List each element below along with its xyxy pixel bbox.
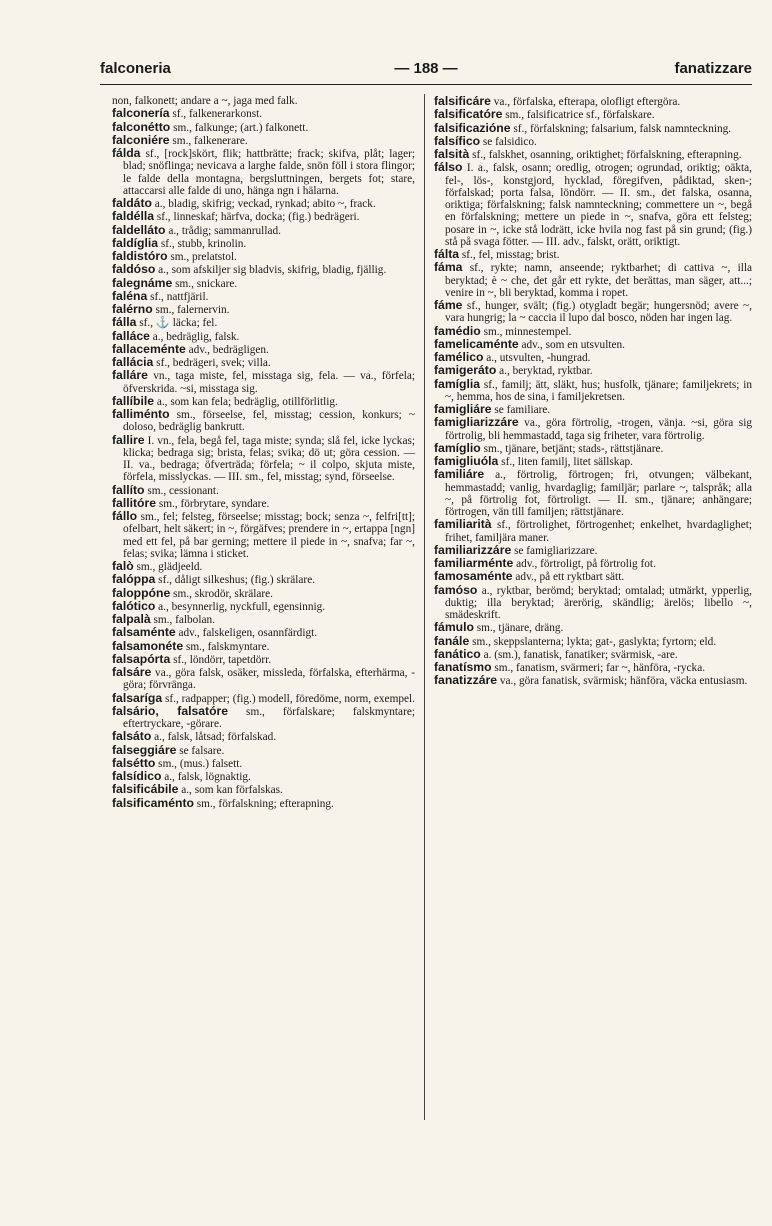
dictionary-entry: [112, 224, 415, 237]
entry-definition: va., göra fanatisk, svärmisk; hänföra, väcka entusiasm.: [499, 675, 748, 688]
entry-definition: sf., radpapper; (fig.) modell, föredöme, norm, exempel.: [164, 692, 415, 705]
entry-definition: a., som kan förfalskas.: [181, 784, 283, 797]
entry-headword: familiáre: [434, 467, 485, 482]
entry-definition: sm., tjänare, betjänt; stads-, rättstjänare.: [483, 442, 664, 455]
entry-headword: fallitóre: [112, 495, 157, 510]
dictionary-entry: [434, 351, 752, 364]
entry-definition: a., förtrolig, förtrogen; fri, otvungen; välbekant, hemmastadd; vanlig, hvardaglig; familjär; parlare ~, talspråk; alla ~, på förtrolig fot, förtroligt. — II. sm., tjänare; anhängare; förtrogen, vän till familjen; rättstjänare.: [445, 469, 752, 518]
entry-headword: famigliarizzáre: [434, 415, 519, 430]
entry-headword: faldelláto: [112, 222, 166, 237]
dictionary-entry: [434, 95, 752, 108]
entry-headword: fanatizzáre: [434, 673, 497, 688]
entry-headword: falconétto: [112, 119, 171, 134]
dictionary-entry: [112, 134, 415, 147]
entry-headword: famíglio: [434, 440, 481, 455]
entry-headword: falconiére: [112, 132, 170, 147]
entry-definition: a., beryktad, ryktbar.: [499, 365, 593, 378]
entry-headword: fameliсaménte: [434, 336, 519, 351]
entry-definition: se falsidico.: [482, 135, 537, 148]
entry-headword: familiarménte: [434, 556, 514, 570]
column-divider: [424, 94, 425, 1120]
entry-headword: falò: [112, 559, 134, 573]
header-last-word: fanatizzare: [674, 60, 752, 77]
entry-headword: famédio: [434, 323, 481, 338]
dictionary-entry: [434, 442, 752, 455]
dictionary-entry: [112, 666, 415, 692]
entry-headword: faldíglia: [112, 235, 159, 250]
entry-definition: sf., ⚓ läcka; fel.: [139, 317, 218, 330]
entry-headword: falsídico: [112, 769, 162, 783]
dictionary-entry: [112, 434, 415, 484]
dictionary-entry: [112, 497, 415, 510]
dictionary-entry: [434, 364, 752, 377]
dictionary-entry: [434, 378, 752, 404]
entry-headword: falláre: [112, 368, 148, 383]
entry-headword: famélico: [434, 350, 484, 364]
entry-definition: se falsare.: [179, 744, 225, 757]
dictionary-entry: [434, 122, 752, 135]
dictionary-entry: [112, 587, 415, 600]
entry-definition: sf., rykte; namn, anseende; ryktbarhet; di cattiva ~, illa beryktad; è ~ che, det går ett rykte, det berättas, man säger, att...; venire in ~, bli beryktad, komma i ropet.: [445, 262, 752, 299]
dictionary-entry: [112, 510, 415, 560]
dictionary-entry: [112, 237, 415, 250]
dictionary-entry: [434, 648, 752, 661]
dictionary-entry: [112, 730, 415, 743]
entry-headword: falsaménte: [112, 625, 176, 640]
entry-definition: sm., falkenerare.: [172, 134, 248, 147]
dictionary-entry: [112, 560, 415, 573]
entry-headword: fallíbile: [112, 393, 154, 408]
dictionary-entry: [434, 261, 752, 299]
entry-definition: sm., förfalskare; falskmyntare; eftertryckare, -görare.: [123, 705, 415, 730]
entry-headword: falsário, falsatóre: [112, 703, 229, 718]
entry-headword: falsífico: [434, 133, 481, 148]
entry-definition: sf., stubb, krinolin.: [160, 237, 247, 250]
entry-definition: sm., fanatism, svärmeri; far ~, hänföra, -rycka.: [494, 662, 706, 674]
entry-definition: sf., bedrägeri, svek; villa.: [156, 357, 271, 369]
dictionary-entry: [434, 338, 752, 351]
entry-definition: sf., förfalskning; falsarium, falsk namnteckning.: [513, 122, 732, 135]
dictionary-entry: [434, 403, 752, 416]
entry-definition: sm., skeppslanterna; lykta; gat-, gaslykta; fyrtorn; eld.: [472, 635, 717, 648]
dictionary-entry: [112, 395, 415, 408]
entry-definition: a., utsvulten, -hungrad.: [486, 352, 591, 364]
entry-definition: va., förfalska, efterapa, olofligt eftergöra.: [493, 96, 681, 108]
entry-headword: fálda: [112, 146, 141, 160]
entry-definition: sm., tjänare, dräng.: [476, 622, 564, 635]
entry-headword: fáme: [434, 298, 463, 312]
dictionary-entry: [112, 303, 415, 316]
entry-definition: sf., falskhet, osanning, oriktighet; förfalskning, efterapning.: [472, 149, 742, 161]
entry-headword: famigliáre: [434, 402, 492, 416]
dictionary-entry: [434, 661, 752, 674]
entry-definition: sf., fel, misstag; brist.: [461, 249, 560, 261]
header-first-word: falconeria: [100, 60, 171, 77]
entry-headword: falérno: [112, 302, 153, 316]
entry-headword: falsáre: [112, 665, 152, 679]
entry-headword: fállo: [112, 509, 138, 523]
entry-definition: a., bladig, skifrig; veckad, rynkad; abito ~, frack.: [154, 198, 376, 210]
entry-definition: sm., förseelse, fel, misstag; cession, konkurs; ~ doloso, bedräglig bankrutt.: [123, 409, 415, 434]
entry-definition: sf., familj; ätt, släkt, hus; husfolk, tjänare; familjekrets; in ~, hemma, hos de sina, i familjekretsen.: [445, 378, 752, 403]
entry-headword: falconería: [112, 106, 170, 121]
dictionary-entry: [112, 277, 415, 290]
dictionary-entry: [112, 330, 415, 343]
dictionary-entry: [112, 197, 415, 210]
dictionary-entry: [112, 744, 415, 757]
entry-definition: sm., glädjeeld.: [136, 561, 203, 573]
entry-definition: se famigliarizzare.: [514, 544, 598, 557]
entry-definition: va., göra förtrolig, -trogen, vänja. ~si, göra sig förtrolig, bli hemmastadd, taga sig friheter, vara förtrolig.: [445, 417, 752, 442]
entry-headword: fanále: [434, 633, 470, 648]
entry-headword: falsapórta: [112, 651, 171, 666]
entry-definition: sf., falkenerarkonst.: [172, 108, 263, 121]
entry-headword: fallácia: [112, 355, 154, 369]
entry-headword: falsificáre: [434, 94, 491, 108]
entry-headword: falsità: [434, 147, 470, 161]
entry-headword: fallíto: [112, 482, 145, 497]
entry-headword: fámulo: [434, 620, 474, 635]
entry-definition: a., bedräglig, falsk.: [152, 330, 240, 343]
entry-headword: falóppa: [112, 572, 156, 587]
entry-definition: va., göra falsk, osäker, missleda, förfalska, efterhärma, -göra; förvränga.: [123, 667, 415, 692]
entry-definition: adv., bedrägligen.: [188, 343, 269, 356]
entry-definition: non, falkonett; andare a ~, jaga med falk.: [112, 95, 298, 107]
dictionary-entry: [112, 356, 415, 369]
dictionary-entry: [112, 408, 415, 434]
entry-definition: I. vn., fela, begå fel, taga miste; synda; slå fel, icke lyckas; klicka; bedraga sig; brista, felas; svika; dö ut; göra cession. — II. va., bedraga; öfverträda; förfela; ~ il colpo, skjuta miste, förfela, misslyckas. — III. sm., fel, misstag; synd, förseelse.: [123, 434, 415, 484]
entry-headword: falpalà: [112, 612, 151, 626]
entry-definition: sm., förbrytare, syndare.: [158, 497, 270, 510]
entry-definition: sm., förfalskning; efterapning.: [196, 797, 334, 810]
entry-headword: famóso: [434, 582, 478, 597]
right-column: [434, 95, 752, 688]
entry-definition: a., besynnerlig, nyckfull, egensinnig.: [158, 600, 326, 613]
entry-headword: falsificazióne: [434, 120, 511, 135]
entry-headword: faldáto: [112, 196, 152, 210]
dictionary-entry: [434, 557, 752, 570]
entry-headword: falseggiáre: [112, 742, 177, 757]
dictionary-entry: [112, 757, 415, 770]
entry-headword: familiarità: [434, 517, 492, 532]
entry-headword: fáma: [434, 260, 463, 275]
dictionary-entry: [434, 621, 752, 634]
entry-definition: sm., falkunge; (art.) falkonett.: [173, 121, 309, 134]
entry-definition: sm., prelatstol.: [170, 251, 237, 263]
entry-definition: adv., falskeligen, osannfärdigt.: [178, 627, 318, 640]
entry-headword: famigliuóla: [434, 454, 499, 468]
entry-definition: se familiare.: [494, 404, 551, 416]
dictionary-entry: [434, 570, 752, 583]
entry-definition: vn., taga miste, fel, misstaga sig, fela. — va., förfela; öfverskrida. ~si, misstaga sig.: [123, 370, 416, 395]
entry-definition: sf., liten familj, litet sällskap.: [501, 456, 633, 468]
header-rule: [100, 84, 752, 85]
entry-definition: sm., skrodör, skrälare.: [173, 587, 274, 600]
entry-headword: famigeráto: [434, 363, 497, 378]
dictionary-entry: [112, 316, 415, 329]
entry-headword: falótico: [112, 598, 156, 613]
entry-headword: falsificábile: [112, 782, 179, 797]
dictionary-entry: [434, 299, 752, 325]
entry-headword: famosaménte: [434, 569, 513, 584]
entry-definition: sf., nattfjäril.: [150, 290, 209, 303]
entry-headword: falsamonéte: [112, 638, 184, 653]
entry-definition: sm., falernervin.: [155, 304, 230, 316]
entry-headword: falsificatóre: [434, 107, 503, 122]
dictionary-entry: [434, 584, 752, 622]
entry-definition: a., falsk, låtsad; förfalskad.: [154, 731, 277, 744]
entry-definition: sm., falbolan.: [153, 614, 215, 626]
entry-definition: sm., cessionant.: [147, 484, 219, 497]
dictionary-entry: [112, 290, 415, 303]
entry-headword: falsificaménto: [112, 795, 194, 810]
dictionary-entry: [112, 369, 415, 395]
entry-headword: fallire: [112, 432, 145, 447]
entry-headword: falláce: [112, 328, 150, 343]
entry-headword: fanático: [434, 646, 481, 661]
entry-definition: a., falsk, lögnaktig.: [164, 771, 251, 783]
entry-definition: sf., [rock]skört, flik; hattbrätte; frack; skifva, plåt; lager; blad; snöflinga; nevicava a larghe falde, snön föll i stora flingor; le falde della montagna, bergsluttningen, bergets fot; stare, attaccarsi alle falde di uno, hänga ngn i hälarna.: [123, 148, 416, 197]
entry-definition: adv., förtroligt, på förtrolig fot.: [516, 558, 656, 570]
dictionary-entry: [112, 770, 415, 783]
dictionary-entry: [112, 147, 415, 197]
dictionary-entry: [112, 797, 415, 810]
entry-definition: a., trådig; sammanrullad.: [168, 224, 281, 237]
dictionary-entry: [434, 135, 752, 148]
entry-headword: famíglia: [434, 376, 481, 391]
dictionary-entry: [112, 484, 415, 497]
entry-headword: falsétto: [112, 755, 156, 770]
entry-headword: familiarizzáre: [434, 542, 512, 557]
entry-definition: sf., dåligt silkeshus; (fig.) skrälare.: [158, 574, 316, 587]
entry-definition: sm., snickare.: [175, 277, 238, 290]
entry-headword: falegnáme: [112, 275, 173, 290]
entry-definition: sf., förtrolighet, förtrogenhet; enkelhet, hvardaglighet; frihet, familjära maner.: [445, 519, 752, 544]
dictionary-entry: [434, 635, 752, 648]
entry-headword: fallaceménte: [112, 341, 186, 356]
entry-headword: faldistóro: [112, 249, 168, 263]
entry-definition: a., som kan fela; bedräglig, otillförlitlig.: [156, 395, 338, 408]
entry-headword: fálla: [112, 315, 137, 330]
dictionary-entry: [434, 518, 752, 544]
dictionary-entry: [112, 783, 415, 796]
entry-definition: a., ryktbar, berömd; beryktad; omtalad; utmärkt, ypperlig, duktig; illa beryktad; ärerörig, skändlig; ärelös; libello ~, smädeskrift.: [445, 584, 752, 621]
dictionary-entry: [112, 692, 415, 705]
dictionary-entry: [434, 468, 752, 518]
entry-definition: sf., linneskaf; härfva, docka; (fig.) bedrägeri.: [156, 211, 360, 224]
entry-definition: sm., falskmyntare.: [185, 640, 270, 653]
dictionary-entry: [434, 161, 752, 248]
dictionary-entry: [434, 148, 752, 161]
entry-headword: falsáto: [112, 729, 152, 744]
dictionary-entry: [112, 613, 415, 626]
entry-headword: faldélla: [112, 209, 154, 224]
entry-definition: I. a., falsk, osann; oredlig, otrogen; ogrundad, oriktig; oäkta, fel-, lös-, konstgjord, hycklad, föregifven, pådiktad, sken-; förfalskad; porta falsa, löndörr. — II. sm., det falska, osanna, oriktiga; förfalskning; falsk namnteckning; commettere un ~, begå en förfalskning; mettere un piede in ~, snafva, göra ett felsteg; posare in ~, icke stå lodrätt, icke hvila nog fast på sin grund; (fig.) stå på svaga fötter. — III. adv., falskt, orätt, oriktigt.: [445, 162, 752, 248]
dictionary-entry: [112, 107, 415, 120]
dictionary-entry: [112, 640, 415, 653]
entry-definition: a., som afskiljer sig bladvis, skifrig, bladig, fjällig.: [158, 264, 387, 277]
dictionary-entry: [112, 600, 415, 613]
dictionary-entry: [112, 250, 415, 263]
dictionary-entry: [112, 121, 415, 134]
entry-headword: fálso: [434, 160, 463, 175]
page-number: — 188 —: [394, 60, 458, 77]
dictionary-entry: [434, 248, 752, 261]
dictionary-entry: [434, 108, 752, 121]
dictionary-entry: [434, 416, 752, 442]
entry-definition: adv., som en utsvulten.: [521, 338, 625, 351]
entry-headword: faloppóne: [112, 585, 171, 600]
entry-definition: sm., fel; felsteg, förseelse; misstag; bock; senza ~, felfri[tt]; ofelbart, helt säkert; in ~, förgäfves; prendere in ~, ertappa [ngn] med ett fel, på bar gerning; mettere il piede in ~, snafva; far ~, felas; svika; lämna i sticket.: [123, 511, 416, 560]
dictionary-entry: [112, 705, 415, 731]
entry-definition: adv., på ett ryktbart sätt.: [515, 571, 625, 584]
left-column: [112, 95, 415, 810]
dictionary-entry: [112, 263, 415, 276]
entry-headword: faléna: [112, 288, 148, 303]
entry-headword: fanatísmo: [434, 660, 492, 674]
dictionary-entry: [112, 210, 415, 223]
entry-headword: falliménto: [112, 407, 170, 421]
entry-definition: a. (sm.), fanatisk, fanatiker; svärmisk, -are.: [483, 648, 678, 661]
dictionary-entry: [112, 573, 415, 586]
dictionary-entry: [434, 325, 752, 338]
entry-headword: fálta: [434, 247, 460, 261]
entry-definition: sm., minnestempel.: [483, 325, 572, 338]
dictionary-entry: [434, 674, 752, 687]
entry-definition: sf., löndörr, tapetdörr.: [173, 653, 272, 666]
entry-headword: faldóso: [112, 262, 156, 277]
entry-definition: sm., falsificatrice sf., förfalskare.: [505, 109, 655, 122]
running-header: [100, 58, 752, 82]
dictionary-entry: [434, 544, 752, 557]
dictionary-entry: [112, 343, 415, 356]
dictionary-entry: [112, 626, 415, 639]
dictionary-entry: [112, 653, 415, 666]
entry-headword: falsaríga: [112, 690, 163, 705]
entry-definition: sf., hunger, svält; (fig.) otygladt begär; hungersnöd; avere ~, vara hungrig; la ~ caccia il lupo dal bosco, nöden har ingen lag.: [445, 300, 752, 325]
entry-definition: sm., (mus.) falsett.: [158, 757, 243, 770]
dictionary-entry: [434, 455, 752, 468]
